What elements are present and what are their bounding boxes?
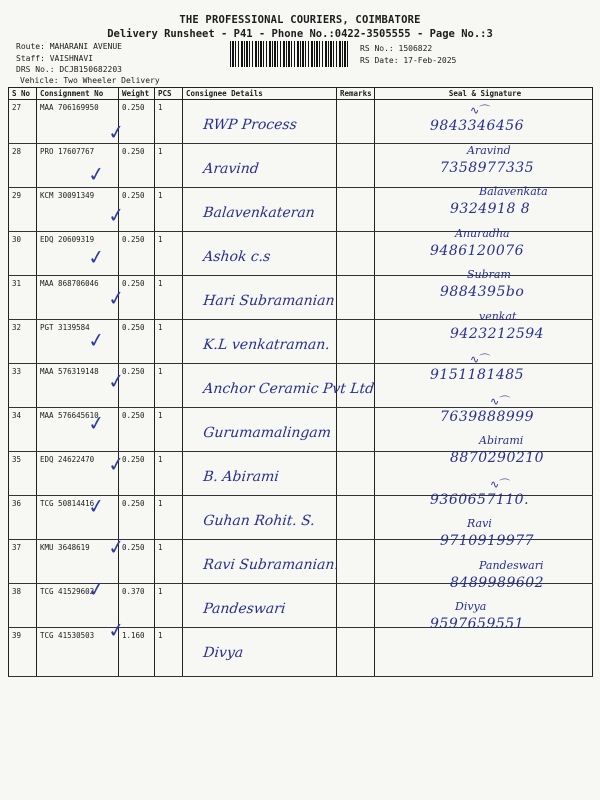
weight-cell — [119, 408, 155, 452]
consignee-details-cell — [183, 364, 376, 408]
checkmark-icon: ✓ — [106, 533, 127, 561]
signature-phone: 9423212594 — [450, 325, 545, 342]
consignee-details-cell — [183, 100, 337, 144]
drs-number: DRS No.: DCJB150682203 — [16, 65, 122, 74]
weight-cell — [119, 584, 155, 628]
pcs-text: 1 — [158, 279, 163, 288]
serial-number-text: 39 — [12, 631, 22, 640]
signature-name: venkat — [479, 309, 517, 323]
consignee-details-cell — [183, 320, 337, 364]
consignee-handwritten-name: Ravi Subramanian. — [202, 557, 340, 573]
consignee-handwritten-name: Hari Subramanian — [202, 293, 336, 309]
pcs-cell — [155, 364, 183, 408]
consignment-number-text: KMU 3648619 — [40, 543, 90, 552]
remarks-cell — [337, 320, 375, 364]
consignment-number-text: EDQ 24622470 — [40, 455, 95, 464]
pcs-cell — [155, 584, 183, 628]
signature-name: Abirami — [479, 434, 524, 447]
consignment-number-text: MAA 868706046 — [40, 279, 99, 288]
signature-phone: 7639888999 — [440, 408, 535, 425]
consignment-number-text: TCG 50814416 — [40, 499, 95, 508]
remarks-cell — [337, 540, 375, 584]
serial-number-text: 28 — [12, 147, 22, 156]
consignee-handwritten-name: Ashok c.s — [202, 249, 272, 265]
serial-number-text: 30 — [12, 235, 22, 244]
vehicle-label: Vehicle: Two Wheeler Delivery — [20, 76, 160, 85]
consignment-number-text: PGT 3139584 — [40, 323, 90, 332]
consignment-number-text: TCG 41529602 — [40, 587, 95, 596]
consignee-handwritten-name: Balavenkateran — [202, 205, 316, 221]
pcs-cell — [155, 540, 183, 584]
remarks-cell — [337, 452, 375, 496]
signature-phone: 9597659551 — [430, 616, 525, 632]
checkmark-icon: ✓ — [86, 492, 107, 519]
serial-number-cell — [9, 144, 37, 188]
serial-number-text: 29 — [12, 191, 22, 200]
rs-number: RS No.: 1506822 — [360, 44, 433, 53]
pcs-cell — [155, 232, 183, 276]
signature-phone: 9884395bo — [440, 284, 525, 300]
consignee-handwritten-name: K.L venkatraman. — [202, 337, 331, 353]
checkmark-icon: ✓ — [86, 575, 107, 602]
column-header: PCS — [155, 88, 183, 100]
serial-number-text: 38 — [12, 587, 22, 596]
weight-cell — [119, 144, 155, 188]
weight-text: 0.250 — [122, 103, 145, 112]
pcs-cell — [155, 100, 183, 144]
pcs-text: 1 — [158, 631, 163, 640]
serial-number-text: 34 — [12, 411, 22, 420]
serial-number-cell — [9, 408, 37, 452]
pcs-text: 1 — [158, 543, 163, 552]
signature-phone: 8489989602 — [450, 574, 545, 591]
signature-phone: 7358977335 — [440, 159, 535, 176]
serial-number-cell — [9, 496, 37, 540]
runsheet-subtitle: Delivery Runsheet - P41 - Phone No.:0422-3505555 - Page No.:3 — [107, 28, 493, 40]
consignment-number-text: TCG 41530503 — [40, 631, 95, 640]
weight-text: 0.250 — [122, 411, 145, 420]
pcs-text: 1 — [158, 499, 163, 508]
checkmark-icon: ✓ — [86, 160, 107, 187]
consignee-handwritten-name: Guhan Rohit. S. — [202, 513, 316, 529]
checkmark-icon: ✓ — [106, 284, 127, 312]
serial-number-text: 27 — [12, 103, 22, 112]
staff-label: Staff: VAISHNAVI — [16, 54, 94, 63]
signature-phone: 9360657110. — [430, 491, 530, 508]
consignee-details-cell — [183, 496, 337, 540]
consignee-handwritten-name: B. Abirami — [202, 469, 280, 485]
pcs-text: 1 — [158, 455, 163, 464]
remarks-cell — [337, 232, 375, 276]
remarks-cell — [337, 100, 375, 144]
remarks-cell — [337, 276, 375, 320]
column-header: Consignment No — [37, 88, 119, 100]
pcs-cell — [155, 452, 183, 496]
consignee-handwritten-name: RWP Process — [202, 117, 298, 133]
rs-date: RS Date: 17-Feb-2025 — [360, 56, 457, 65]
pcs-text: 1 — [158, 235, 163, 244]
column-header: S No — [9, 88, 37, 100]
remarks-cell — [337, 188, 375, 232]
weight-text: 0.250 — [122, 323, 145, 332]
checkmark-icon: ✓ — [106, 118, 127, 146]
weight-cell — [119, 232, 155, 276]
pcs-text: 1 — [158, 191, 163, 200]
pcs-cell — [155, 188, 183, 232]
consignee-details-cell — [183, 408, 337, 452]
pcs-text: 1 — [158, 147, 163, 156]
column-header: Seal & Signature — [375, 88, 593, 100]
consignment-number-cell — [37, 408, 119, 452]
consignee-handwritten-name: Anchor Ceramic Pvt Ltd — [202, 381, 376, 397]
serial-number-text: 32 — [12, 323, 22, 332]
consignment-number-cell — [37, 144, 119, 188]
signature-phone: 9710919977 — [440, 533, 535, 549]
weight-cell — [119, 320, 155, 364]
seal-signature-cell — [375, 628, 593, 677]
weight-text: 0.250 — [122, 235, 145, 244]
serial-number-cell — [9, 320, 37, 364]
serial-number-text: 31 — [12, 279, 22, 288]
remarks-cell — [337, 144, 375, 188]
weight-text: 0.250 — [122, 499, 145, 508]
consignee-details-cell — [183, 144, 337, 188]
checkmark-icon: ✓ — [86, 326, 107, 353]
consignee-details-cell — [183, 540, 340, 584]
pcs-text: 1 — [158, 323, 163, 332]
signature-scribble: ∿⌒ — [490, 394, 511, 408]
consignment-number-text: MAA 576319148 — [40, 367, 99, 376]
serial-number-cell — [9, 100, 37, 144]
pcs-cell — [155, 628, 183, 677]
consignment-number-text: EDQ 20609319 — [40, 235, 95, 244]
serial-number-cell — [9, 188, 37, 232]
pcs-text: 1 — [158, 411, 163, 420]
consignee-details-cell — [183, 276, 337, 320]
checkmark-icon: ✓ — [106, 201, 127, 229]
remarks-cell — [337, 584, 375, 628]
consignee-handwritten-name: Divya — [202, 645, 244, 661]
signature-phone: 9151181485 — [430, 367, 525, 383]
pcs-cell — [155, 496, 183, 540]
remarks-cell — [337, 496, 375, 540]
consignment-number-cell — [37, 276, 119, 320]
company-title: THE PROFESSIONAL COURIERS, COIMBATORE — [179, 14, 421, 26]
consignee-details-cell — [183, 584, 337, 628]
serial-number-cell — [9, 276, 37, 320]
pcs-cell — [155, 320, 183, 364]
weight-text: 0.250 — [122, 147, 145, 156]
table-row — [9, 628, 593, 677]
weight-text: 0.250 — [122, 543, 145, 552]
serial-number-text: 36 — [12, 499, 22, 508]
serial-number-text: 35 — [12, 455, 22, 464]
checkmark-icon: ✓ — [106, 367, 127, 395]
signature-phone: 9843346456 — [430, 118, 525, 134]
consignment-number-text: KCM 30091349 — [40, 191, 95, 200]
column-header: Consignee Details — [183, 88, 337, 100]
consignee-details-cell — [183, 188, 337, 232]
signature-name: Ravi — [467, 517, 492, 530]
serial-number-cell — [9, 452, 37, 496]
weight-text: 0.250 — [122, 191, 145, 200]
table-header-row — [9, 88, 593, 100]
column-header: Remarks — [337, 88, 375, 100]
signature-name: Subram — [467, 268, 511, 281]
checkmark-icon: ✓ — [106, 450, 127, 478]
serial-number-cell — [9, 584, 37, 628]
consignee-handwritten-name: Aravind — [202, 161, 260, 177]
consignment-number-cell — [37, 496, 119, 540]
weight-text: 0.250 — [122, 279, 145, 288]
pcs-cell — [155, 276, 183, 320]
serial-number-text: 37 — [12, 543, 22, 552]
signature-name: Divya — [455, 600, 487, 613]
consignment-number-cell — [37, 232, 119, 276]
consignment-number-cell — [37, 540, 119, 584]
signature-phone: 9324918 8 — [450, 201, 531, 217]
consignee-details-cell — [183, 452, 337, 496]
pcs-text: 1 — [158, 103, 163, 112]
signature-scribble: ∿⌒ — [470, 104, 491, 117]
serial-number-cell — [9, 232, 37, 276]
consignment-number-cell — [37, 320, 119, 364]
consignment-number-cell — [37, 628, 119, 677]
signature-name: Balavenkata — [479, 185, 548, 198]
checkmark-icon: ✓ — [106, 616, 127, 644]
weight-cell — [119, 496, 155, 540]
serial-number-cell — [9, 628, 37, 677]
signature-phone: 9486120076 — [430, 242, 525, 259]
signature-phone: 8870290210 — [450, 450, 545, 466]
route-label: Route: MAHARANI AVENUE — [16, 42, 122, 51]
signature-scribble: ∿⌒ — [490, 477, 511, 491]
consignee-handwritten-name: Pandeswari — [202, 601, 287, 617]
checkmark-icon: ✓ — [86, 243, 107, 270]
serial-number-cell — [9, 364, 37, 408]
serial-number-text: 33 — [12, 367, 22, 376]
consignee-details-cell — [183, 628, 337, 677]
pcs-cell — [155, 144, 183, 188]
weight-text: 1.160 — [122, 631, 145, 640]
checkmark-icon: ✓ — [86, 409, 107, 436]
signature-name: Aravind — [467, 143, 511, 157]
signature-name: Pandeswari — [479, 558, 544, 572]
consignment-number-text: PRO 17607767 — [40, 147, 95, 156]
consignment-number-text: MAA 706169950 — [40, 103, 99, 112]
column-header: Weight — [119, 88, 155, 100]
serial-number-cell — [9, 540, 37, 584]
signature-name: Anuradha — [455, 226, 510, 240]
pcs-text: 1 — [158, 587, 163, 596]
pcs-cell — [155, 408, 183, 452]
weight-text: 0.370 — [122, 587, 145, 596]
remarks-cell — [337, 408, 375, 452]
barcode — [230, 41, 348, 67]
weight-text: 0.250 — [122, 367, 145, 376]
pcs-text: 1 — [158, 367, 163, 376]
weight-text: 0.250 — [122, 455, 145, 464]
consignee-details-cell — [183, 232, 337, 276]
consignee-handwritten-name: Gurumamalingam — [202, 425, 332, 441]
remarks-cell — [337, 628, 375, 677]
signature-scribble: ∿⌒ — [470, 353, 491, 366]
consignment-number-text: MAA 576645610 — [40, 411, 99, 420]
